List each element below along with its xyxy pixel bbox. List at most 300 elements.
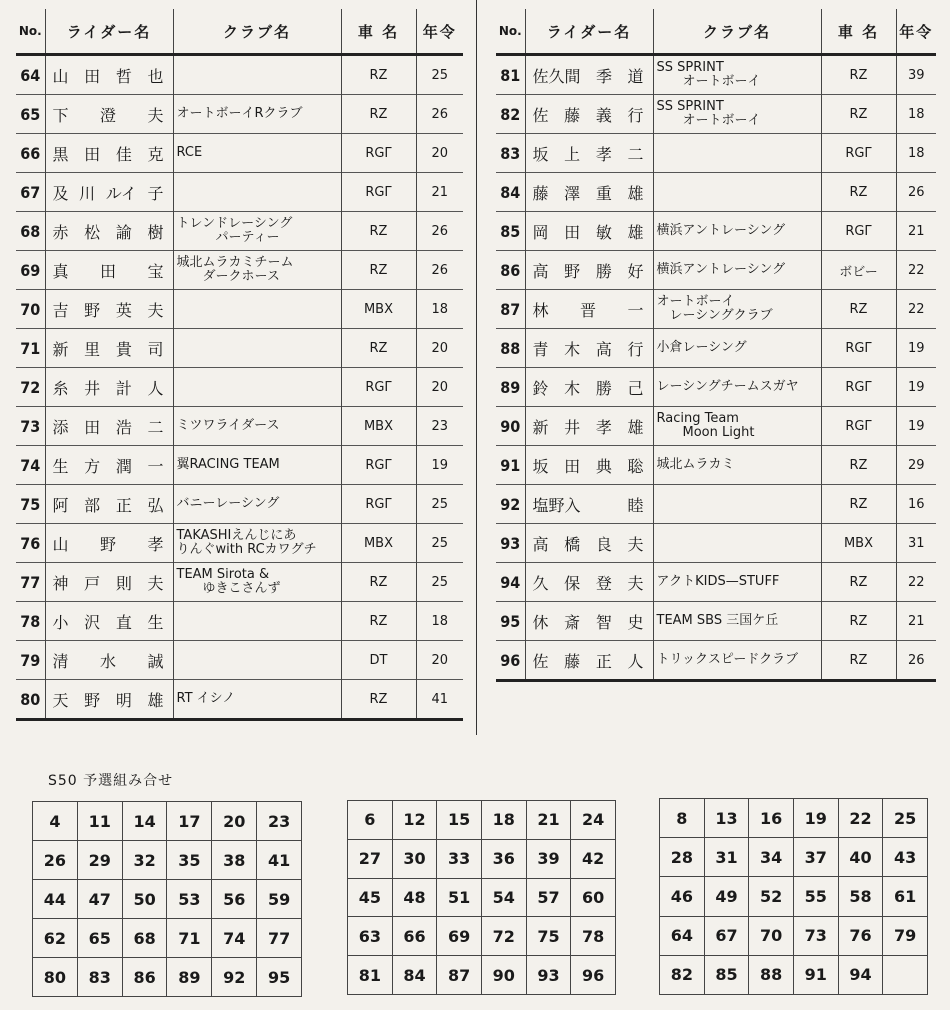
rider-name-part: 司 (147, 339, 164, 359)
grid-cell: 86 (122, 958, 167, 997)
grid-cell: 61 (883, 877, 928, 916)
rider-name-part: 明 (115, 690, 132, 710)
rider-name-part: 藤 (532, 183, 549, 203)
table-row (496, 368, 936, 407)
rider-name-part: 潤 (115, 456, 132, 476)
rider-name-part: 野 (564, 261, 581, 281)
rider-name-part: 阿 (52, 495, 69, 515)
rider-name-part: 戸 (84, 573, 101, 593)
grid-cell: 8 (660, 799, 705, 838)
rider-name-part: 典 (595, 456, 612, 476)
grid-cell: 11 (77, 802, 122, 841)
grid-cell: 90 (481, 956, 526, 995)
grid-row (33, 802, 302, 841)
club-name: 小倉レーシング (653, 329, 821, 368)
rider-number: 75 (16, 485, 45, 524)
car-name: RGΓ (341, 485, 416, 524)
grid-cell: 47 (77, 880, 122, 919)
rider-name-part: 人 (627, 651, 644, 671)
grid-cell: 56 (212, 880, 257, 919)
rider-name (45, 173, 173, 212)
rider-age: 23 (416, 407, 463, 446)
rider-name-part: 雄 (627, 417, 644, 437)
grid-cell: 45 (348, 878, 393, 917)
rider-name-part: 良 (595, 534, 612, 554)
rider-name-part: 真 (52, 261, 69, 281)
rider-name-part: 吉 (52, 300, 69, 320)
rider-name-part: 夫 (627, 573, 644, 593)
car-name: RGΓ (341, 173, 416, 212)
rider-name-part: 諭 (115, 222, 132, 242)
rider-name (45, 680, 173, 720)
rider-name (525, 55, 653, 95)
rider-name-part: 高 (595, 339, 612, 359)
grid-cell: 32 (122, 841, 167, 880)
rider-number: 93 (496, 524, 525, 563)
rider-name (525, 407, 653, 446)
rider-name-part: 佳 (115, 144, 132, 164)
rider-name (525, 212, 653, 251)
car-name: RGΓ (341, 446, 416, 485)
rider-name-part: 佐 (532, 651, 549, 671)
car-name: RZ (341, 329, 416, 368)
rider-name (45, 446, 173, 485)
car-name: ボビー (821, 251, 896, 290)
rider-name-part: 夫 (627, 534, 644, 554)
rider-name (45, 368, 173, 407)
rider-age: 19 (896, 329, 936, 368)
grid-cell: 74 (212, 919, 257, 958)
table-row (496, 563, 936, 602)
rider-number: 65 (16, 95, 45, 134)
rider-number: 90 (496, 407, 525, 446)
grid-row (348, 878, 616, 917)
table-row (496, 290, 936, 329)
table-row (16, 212, 463, 251)
grid-cell: 18 (481, 801, 526, 840)
rider-age: 41 (416, 680, 463, 720)
grid-cell: 76 (838, 916, 883, 955)
rider-number: 79 (16, 641, 45, 680)
rider-name-part: 清 (52, 651, 69, 671)
rider-age: 21 (896, 212, 936, 251)
grid-cell: 67 (704, 916, 749, 955)
rider-name-part: 一 (147, 456, 164, 476)
car-name: RGΓ (341, 368, 416, 407)
rider-age: 31 (896, 524, 936, 563)
grid-cell: 73 (793, 916, 838, 955)
grid-cell: 63 (348, 917, 393, 956)
grid-cell: 62 (33, 919, 78, 958)
rider-name-part: 休 (532, 612, 549, 632)
club-name: トリックスピードクラブ (653, 641, 821, 681)
grid-cell: 13 (704, 799, 749, 838)
rider-age: 18 (416, 602, 463, 641)
grid-row (33, 841, 302, 880)
club-name: 城北ムラカミ (653, 446, 821, 485)
grid-cell: 14 (122, 802, 167, 841)
rider-number: 88 (496, 329, 525, 368)
club-name: アクトKIDS—STUFF (653, 563, 821, 602)
grid-row (33, 880, 302, 919)
rider-number: 77 (16, 563, 45, 602)
rider-name-part: 雄 (627, 183, 644, 203)
grid-cell: 41 (257, 841, 302, 880)
grid-cell: 60 (571, 878, 616, 917)
rider-number: 95 (496, 602, 525, 641)
table-row (496, 251, 936, 290)
car-name: RZ (341, 602, 416, 641)
club-name: Racing Team Moon Light (653, 407, 821, 446)
rider-age: 29 (896, 446, 936, 485)
rider-name-part: 佐久間 (532, 66, 581, 86)
club-name (173, 173, 341, 212)
car-name: RGΓ (821, 407, 896, 446)
rider-name-part: 正 (595, 651, 612, 671)
rider-name (45, 290, 173, 329)
rider-name-part: 誠 (147, 651, 164, 671)
rider-name-part: 井 (564, 417, 581, 437)
rider-name-part: 小 (52, 612, 69, 632)
rider-age: 25 (416, 524, 463, 563)
rider-number: 66 (16, 134, 45, 173)
rider-name-part: 夫 (147, 300, 164, 320)
rider-number: 82 (496, 95, 525, 134)
car-name: RGΓ (821, 212, 896, 251)
rider-name-part: 正 (115, 495, 132, 515)
club-name: SS SPRINT オートボーイ (653, 95, 821, 134)
rider-name-part: 道 (627, 66, 644, 86)
grid-cell: 48 (392, 878, 437, 917)
club-name: TEAM Sirota & ゆきこさんず (173, 563, 341, 602)
rider-name-part: 佐 (532, 105, 549, 125)
rider-name-part: 孝 (595, 144, 612, 164)
rider-name-part: 哲 (115, 66, 132, 86)
rider-name-part: 史 (627, 612, 644, 632)
table-row (16, 407, 463, 446)
rider-name-part: 季 (595, 66, 612, 86)
grid-cell: 50 (122, 880, 167, 919)
rider-name (525, 524, 653, 563)
rider-name (45, 95, 173, 134)
grid-cell: 92 (212, 958, 257, 997)
rider-number: 83 (496, 134, 525, 173)
car-name: RZ (821, 563, 896, 602)
car-name: RZ (821, 55, 896, 95)
header-club: クラブ名 (173, 9, 341, 55)
grid-cell: 81 (348, 956, 393, 995)
rider-name-part: 新 (532, 417, 549, 437)
rider-name-part: 澄 (99, 105, 116, 125)
s50-section-title: S50 予選組み合せ (48, 773, 174, 789)
club-name: オートボーイRクラブ (173, 95, 341, 134)
rider-name-part: 一 (627, 300, 644, 320)
grid-cell: 77 (257, 919, 302, 958)
rider-name-part: 聡 (627, 456, 644, 476)
car-name: MBX (821, 524, 896, 563)
rider-name-part: 孝 (595, 417, 612, 437)
table-row (16, 173, 463, 212)
rider-name-part: 坂 (532, 456, 549, 476)
club-name: RT イシノ (173, 680, 341, 720)
grid-row (33, 958, 302, 997)
grid-cell: 28 (660, 838, 705, 877)
rider-name-part: 高 (532, 534, 549, 554)
table-row (496, 212, 936, 251)
grid-cell: 40 (838, 838, 883, 877)
table-row (16, 602, 463, 641)
rider-age: 20 (416, 641, 463, 680)
rider-age: 20 (416, 329, 463, 368)
rider-name-part: 直 (115, 612, 132, 632)
car-name: RGΓ (821, 329, 896, 368)
grid-cell: 79 (883, 916, 928, 955)
club-name (653, 524, 821, 563)
table-row (496, 524, 936, 563)
grid-cell: 52 (749, 877, 794, 916)
table-row (496, 95, 936, 134)
rider-name (525, 134, 653, 173)
rider-name (525, 173, 653, 212)
grid-cell: 96 (571, 956, 616, 995)
right-rider-table (496, 9, 936, 682)
car-name: RGΓ (821, 368, 896, 407)
header-club: クラブ名 (653, 9, 821, 55)
club-name (173, 290, 341, 329)
rider-name-part: 松 (84, 222, 101, 242)
rider-number: 86 (496, 251, 525, 290)
club-name: 横浜アントレーシング (653, 251, 821, 290)
club-name (173, 602, 341, 641)
car-name: RZ (341, 563, 416, 602)
grid-cell: 31 (704, 838, 749, 877)
rider-name (45, 55, 173, 95)
rider-name-part: 高 (532, 261, 549, 281)
rider-number: 89 (496, 368, 525, 407)
column-divider (476, 0, 477, 735)
car-name: RZ (341, 95, 416, 134)
club-name (173, 329, 341, 368)
club-name (173, 641, 341, 680)
table-row (496, 173, 936, 212)
grid-cell: 16 (749, 799, 794, 838)
grid-cell: 37 (793, 838, 838, 877)
rider-age: 22 (896, 290, 936, 329)
header-rider: ライダー名 (525, 9, 653, 55)
heat-grid-2 (347, 800, 616, 995)
rider-name-part: 樹 (147, 222, 164, 242)
rider-number: 87 (496, 290, 525, 329)
grid-cell: 23 (257, 802, 302, 841)
rider-age: 26 (416, 251, 463, 290)
grid-cell: 70 (749, 916, 794, 955)
grid-row (660, 955, 928, 994)
rider-age: 39 (896, 55, 936, 95)
club-name: 城北ムラカミチーム ダークホース (173, 251, 341, 290)
grid-row (348, 839, 616, 878)
grid-cell: 21 (526, 801, 571, 840)
rider-name-part: 塩野入 (532, 495, 581, 515)
rider-age: 22 (896, 563, 936, 602)
rider-number: 81 (500, 65, 521, 85)
rider-name-part: 雄 (147, 690, 164, 710)
grid-cell: 27 (348, 839, 393, 878)
rider-number: 72 (16, 368, 45, 407)
grid-row (348, 801, 616, 840)
table-row (496, 134, 936, 173)
rider-number: 74 (16, 446, 45, 485)
rider-name-part: 添 (52, 417, 69, 437)
rider-name (525, 602, 653, 641)
grid-cell: 88 (749, 955, 794, 994)
grid-cell: 42 (571, 839, 616, 878)
rider-age: 26 (416, 212, 463, 251)
rider-number: 71 (16, 329, 45, 368)
rider-name-part: 上 (564, 144, 581, 164)
grid-cell: 85 (704, 955, 749, 994)
rider-age: 25 (416, 55, 463, 95)
car-name: RZ (821, 173, 896, 212)
rider-name-part: 木 (564, 339, 581, 359)
grid-cell: 34 (749, 838, 794, 877)
header-no: No. (496, 9, 525, 55)
club-name: オートボーイ レーシングクラブ (653, 290, 821, 329)
rider-name-part: 計 (115, 378, 132, 398)
table-row (16, 524, 463, 563)
table-row (496, 446, 936, 485)
grid-cell: 30 (392, 839, 437, 878)
club-name: 翼RACING TEAM (173, 446, 341, 485)
rider-number: 92 (496, 485, 525, 524)
rider-name-part: 山 (52, 66, 69, 86)
table-row (496, 602, 936, 641)
rider-name-part: 木 (564, 378, 581, 398)
rider-name-part: 晋 (579, 300, 596, 320)
club-name: SS SPRINT オートボーイ (653, 55, 821, 95)
rider-name-part: 人 (147, 378, 164, 398)
grid-cell: 36 (481, 839, 526, 878)
rider-name-part: 青 (532, 339, 549, 359)
table-row (16, 329, 463, 368)
club-name (173, 55, 341, 95)
grid-cell: 91 (793, 955, 838, 994)
rider-name-part: 智 (595, 612, 612, 632)
rider-number: 85 (496, 212, 525, 251)
rider-number: 67 (16, 173, 45, 212)
rider-name-part: 野 (84, 300, 101, 320)
table-row (16, 95, 463, 134)
rider-name-part: 保 (564, 573, 581, 593)
table-row (16, 290, 463, 329)
rider-number: 64 (20, 65, 41, 85)
rider-name-part: 二 (627, 144, 644, 164)
table-row (496, 55, 936, 95)
header-car: 車 名 (341, 9, 416, 55)
grid-cell: 29 (77, 841, 122, 880)
rider-name (525, 251, 653, 290)
rider-name-part: 勝 (595, 261, 612, 281)
header-row (16, 9, 463, 55)
grid-cell: 46 (660, 877, 705, 916)
club-name: トレンドレーシング パーティー (173, 212, 341, 251)
rider-name-part: 田 (84, 66, 101, 86)
grid-cell: 72 (481, 917, 526, 956)
rider-name-part: 藤 (564, 105, 581, 125)
rider-name-part: 久 (532, 573, 549, 593)
club-name: レーシングチームスガヤ (653, 368, 821, 407)
rider-age: 22 (896, 251, 936, 290)
rider-name-part: 己 (627, 378, 644, 398)
grid-row (348, 956, 616, 995)
rider-name (45, 524, 173, 563)
rider-name-part: 生 (147, 612, 164, 632)
rider-name-part: 登 (595, 573, 612, 593)
rider-name-part: 下 (52, 105, 69, 125)
club-name: TEAM SBS 三国ケ丘 (653, 602, 821, 641)
table-row (16, 368, 463, 407)
rider-number: 78 (16, 602, 45, 641)
car-name: RZ (341, 55, 416, 95)
club-name (173, 368, 341, 407)
rider-name-part: 宝 (147, 261, 164, 281)
car-name: RZ (341, 251, 416, 290)
header-age: 年令 (416, 9, 463, 55)
rider-name-part: 坂 (532, 144, 549, 164)
car-name: RZ (821, 485, 896, 524)
left-rider-table (16, 9, 463, 721)
club-name: ミツワライダース (173, 407, 341, 446)
header-no: No. (16, 9, 45, 55)
rider-name-part: 貴 (115, 339, 132, 359)
rider-name-part: 二 (147, 417, 164, 437)
grid-cell: 83 (77, 958, 122, 997)
grid-cell: 33 (437, 839, 482, 878)
rider-name (45, 212, 173, 251)
car-name: MBX (341, 524, 416, 563)
rider-name-part: 田 (564, 456, 581, 476)
rider-name-part: 山 (52, 534, 69, 554)
grid-row (660, 916, 928, 955)
rider-name-part: 行 (627, 105, 644, 125)
rider-name-part: 斎 (564, 612, 581, 632)
rider-name (525, 485, 653, 524)
grid-cell: 43 (883, 838, 928, 877)
grid-cell: 12 (392, 801, 437, 840)
rider-name (45, 602, 173, 641)
rider-name (45, 485, 173, 524)
grid-cell: 68 (122, 919, 167, 958)
rider-name (525, 563, 653, 602)
rider-name-part: 也 (147, 66, 164, 86)
car-name: RZ (821, 446, 896, 485)
grid-cell: 95 (257, 958, 302, 997)
rider-name-part: 睦 (627, 495, 644, 515)
grid-cell: 53 (167, 880, 212, 919)
grid-cell: 20 (212, 802, 257, 841)
rider-name-part: 黒 (52, 144, 69, 164)
rider-number: 69 (16, 251, 45, 290)
rider-name-part: 生 (52, 456, 69, 476)
rider-name-part: 部 (84, 495, 101, 515)
table-row (16, 55, 463, 95)
grid-cell: 80 (33, 958, 78, 997)
rider-name-part: 橋 (564, 534, 581, 554)
rider-name-part: 浩 (115, 417, 132, 437)
rider-age: 16 (896, 485, 936, 524)
rider-age: 18 (416, 290, 463, 329)
grid-cell: 15 (437, 801, 482, 840)
rider-age: 26 (416, 95, 463, 134)
